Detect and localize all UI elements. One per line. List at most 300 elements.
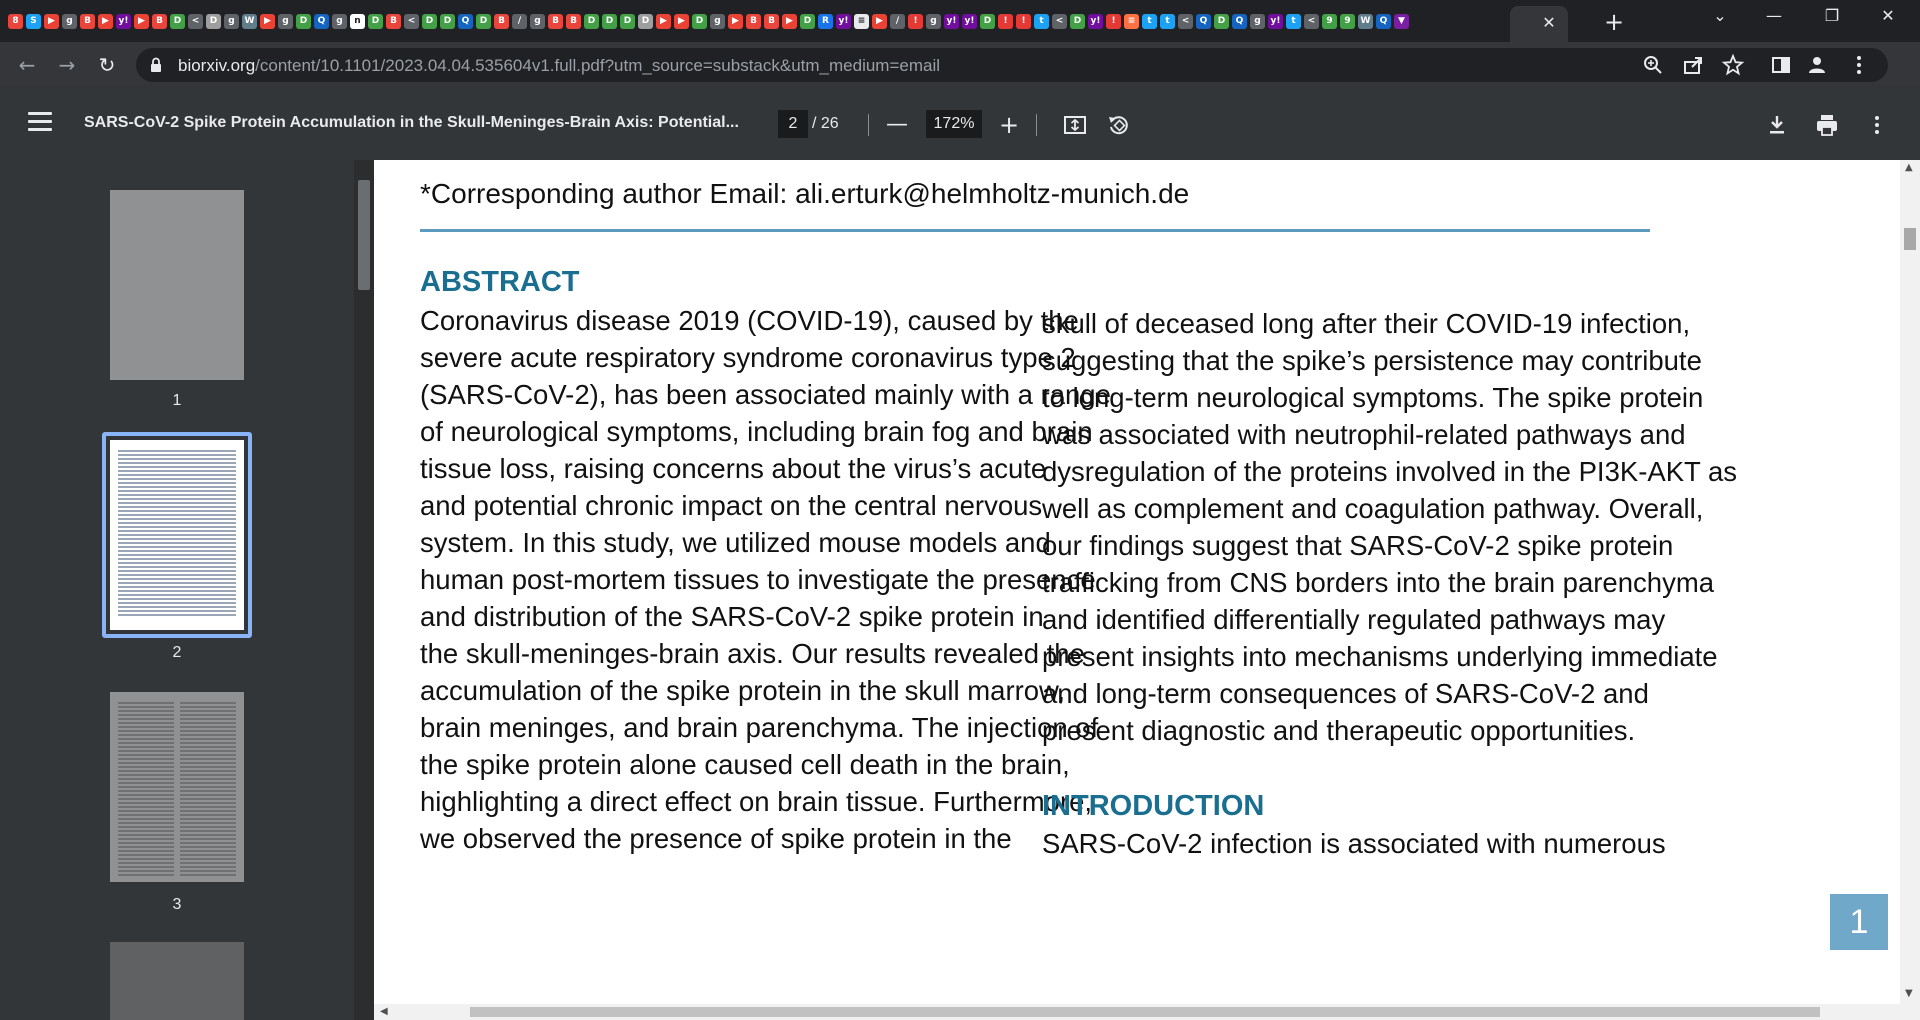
thumbnail-line (180, 822, 236, 824)
thumbnail-line (118, 470, 236, 472)
thumbnail-line (118, 742, 174, 744)
thumbnail-line (118, 558, 236, 560)
tab-favicon[interactable]: ▶ (260, 14, 275, 29)
thumbnail-line (118, 522, 236, 524)
tab-favicon[interactable]: g (278, 14, 293, 29)
tab-favicon[interactable]: 8 (8, 14, 23, 29)
thumbnail-line (118, 710, 174, 712)
thumbnail-line (118, 762, 174, 764)
tab-favicon[interactable]: ! (1106, 14, 1121, 29)
thumbnail-line (118, 838, 174, 840)
browser-toolbar (0, 42, 1920, 88)
text-line: human post-mortem tissues to investigate the presence (420, 564, 1096, 595)
close-window-button[interactable]: ✕ (1881, 6, 1895, 25)
tab-favicon[interactable]: 9 (1340, 14, 1355, 29)
thumbnail-line (118, 834, 174, 836)
thumbnail-line (118, 478, 236, 480)
thumbnail-line (118, 846, 174, 848)
tab-favicon[interactable]: y! (1268, 14, 1283, 29)
thumbnail-line (118, 578, 236, 580)
tab-favicon[interactable]: ▶ (134, 14, 149, 29)
thumbnail-line (118, 858, 174, 860)
thumbnail-line (118, 750, 174, 752)
text-line: Coronavirus disease 2019 (COVID-19), caused by the (420, 305, 1079, 336)
page-number-badge: 1 (1830, 894, 1888, 950)
tab-favicon[interactable]: / (512, 14, 527, 29)
thumbnail-page-2[interactable] (110, 440, 244, 630)
thumbnail-sidebar (0, 160, 354, 1020)
tab-favicon[interactable]: < (188, 14, 203, 29)
tab-favicon[interactable]: ! (998, 14, 1013, 29)
tab-favicon[interactable]: ▶ (98, 14, 113, 29)
text-line: suggesting that the spike’s persistence may contribute (1042, 345, 1702, 376)
tab-favicon[interactable]: B (746, 14, 761, 29)
tab-favicon[interactable]: < (1178, 14, 1193, 29)
tab-favicon[interactable]: / (890, 14, 905, 29)
tab-strip (0, 0, 1920, 42)
tab-favicon[interactable]: D (1214, 14, 1229, 29)
thumbnail-line (180, 758, 236, 760)
tab-favicon[interactable]: < (1304, 14, 1319, 29)
thumbnail-line (180, 778, 236, 780)
thumbnail-line (118, 842, 174, 844)
tab-favicon[interactable]: D (620, 14, 635, 29)
pdf-page (374, 160, 1900, 1020)
thumbnail-line (118, 490, 236, 492)
tab-favicon[interactable]: ▶ (728, 14, 743, 29)
thumbnail-line (180, 710, 236, 712)
header-rule (420, 229, 1650, 232)
tab-favicon[interactable]: t (1160, 14, 1175, 29)
thumbnail-line (118, 810, 174, 812)
tab-favicon[interactable]: g (62, 14, 77, 29)
text-line: the skull-meninges-brain axis. Our results revealed the (420, 638, 1085, 669)
horizontal-scroll-thumb[interactable] (470, 1007, 1820, 1017)
fit-to-page-icon[interactable] (1062, 112, 1088, 138)
tab-favicon[interactable]: ▶ (44, 14, 59, 29)
tab-favicon[interactable]: D (422, 14, 437, 29)
text-line: (SARS-CoV-2), has been associated mainly with a range (420, 379, 1111, 410)
thumbnail-line (118, 526, 236, 528)
tab-favicon[interactable]: D (476, 14, 491, 29)
thumbnail-line (118, 854, 174, 856)
text-line: well as complement and coagulation pathway. Overall, (1042, 493, 1704, 524)
tab-favicon[interactable]: D (440, 14, 455, 29)
tab-favicon[interactable]: g (530, 14, 545, 29)
tab-favicon[interactable]: < (404, 14, 419, 29)
thumbnail-line (180, 834, 236, 836)
thumbnail-line (118, 494, 236, 496)
thumbnail-line (118, 614, 236, 616)
tab-favicon[interactable]: ▶ (656, 14, 671, 29)
thumbnail-line (118, 562, 236, 564)
thumbnail-line (118, 510, 236, 512)
tab-favicon[interactable]: g (710, 14, 725, 29)
thumbnail-line (180, 754, 236, 756)
forward-button[interactable]: → (58, 53, 76, 77)
thumbnail-line (118, 746, 174, 748)
tab-favicon[interactable]: ! (908, 14, 923, 29)
text-line: to long-term neurological symptoms. The spike protein (1042, 382, 1704, 413)
tab-favicon[interactable]: ▶ (674, 14, 689, 29)
document-viewport (374, 160, 1900, 1004)
menu-icon[interactable] (28, 112, 52, 134)
thumbnail-line (118, 790, 174, 792)
tab-favicon[interactable]: Q (458, 14, 473, 29)
tab-favicon[interactable]: D (206, 14, 221, 29)
profile-icon[interactable] (1806, 54, 1828, 76)
thumbnail-line (118, 702, 174, 704)
thumbnail-line (180, 794, 236, 796)
introduction-text (1042, 825, 1666, 862)
share-icon[interactable] (1682, 54, 1704, 76)
thumbnail-line (118, 538, 236, 540)
thumbnail-line (118, 818, 174, 820)
thumbnail-line (180, 782, 236, 784)
text-line: SARS-CoV-2 infection is associated with numerous (1042, 828, 1666, 859)
tab-favicon[interactable]: 9 (1322, 14, 1337, 29)
thumbnail-line (118, 566, 236, 568)
text-line: dysregulation of the proteins involved in the PI3K-AKT as (1042, 456, 1738, 487)
text-line: our findings suggest that SARS-CoV-2 spike protein (1042, 530, 1674, 561)
thumbnail-line (118, 794, 174, 796)
thumbnail-line (180, 726, 236, 728)
text-line: and identified differentially regulated pathways may (1042, 604, 1666, 635)
text-line: of neurological symptoms, including brain fog and brain (420, 416, 1093, 447)
thumbnail-line (118, 850, 174, 852)
thumbnail-label: 3 (172, 896, 182, 913)
thumbnail-line (118, 590, 236, 592)
thumbnail-line (118, 506, 236, 508)
thumbnail-page-1[interactable] (110, 190, 244, 380)
thumbnail-line (118, 546, 236, 548)
text-line: system. In this study, we utilized mouse models and (420, 527, 1051, 558)
thumbnail-line (180, 742, 236, 744)
introduction-heading: INTRODUCTION (1042, 790, 1265, 822)
tab-favicon[interactable]: Q (1196, 14, 1211, 29)
url-path: /content/10.1101/2023.04.04.535604v1.full.pdf?utm_source=substack&utm_medium=email (255, 56, 941, 75)
download-icon[interactable] (1764, 112, 1790, 138)
tab-favicon[interactable]: g (926, 14, 941, 29)
thumbnail-line (118, 806, 174, 808)
thumbnail-line (180, 702, 236, 704)
lock-icon[interactable] (150, 57, 162, 73)
minimize-button[interactable]: — (1766, 6, 1782, 25)
tab-favicon[interactable]: ▶ (872, 14, 887, 29)
tab-favicon[interactable]: t (1286, 14, 1301, 29)
thumbnail-line (118, 870, 174, 872)
back-button[interactable]: ← (18, 53, 36, 77)
thumbnail-line (180, 870, 236, 872)
tab-favicon[interactable]: B (80, 14, 95, 29)
tab-favicon[interactable]: ▼ (1394, 14, 1409, 29)
tab-favicon[interactable]: D (800, 14, 815, 29)
text-line: present diagnostic and therapeutic opportunities. (1042, 715, 1636, 746)
thumbnail-line (118, 502, 236, 504)
thumbnail-line (180, 750, 236, 752)
thumbnail-line (180, 854, 236, 856)
scroll-up-icon[interactable]: ▲ (1905, 162, 1913, 173)
thumbnail-line (180, 846, 236, 848)
thumbnail-line (118, 498, 236, 500)
thumbnail-line (180, 706, 236, 708)
thumbnail-line (118, 734, 174, 736)
thumbnail-line (118, 542, 236, 544)
thumbnail-line (180, 766, 236, 768)
tab-favicon[interactable]: S (26, 14, 41, 29)
tab-favicon[interactable]: ≡ (1124, 14, 1139, 29)
thumbnail-line (118, 466, 236, 468)
thumbnail-line (180, 806, 236, 808)
thumbnail-page-4[interactable] (110, 942, 244, 1020)
thumbnail-line (118, 554, 236, 556)
restore-button[interactable]: ❐ (1824, 6, 1840, 25)
tab-favicon[interactable]: Q (1232, 14, 1247, 29)
vertical-scroll-thumb[interactable] (1904, 228, 1916, 250)
tab-favicon[interactable]: D (584, 14, 599, 29)
thumbnail-line (118, 754, 174, 756)
thumbnail-line (118, 550, 236, 552)
side-panel-icon[interactable] (1770, 54, 1792, 76)
tab-favicon[interactable]: y! (116, 14, 131, 29)
text-line: present insights into mechanisms underlying immediate (1042, 641, 1718, 672)
thumbnail-line (180, 722, 236, 724)
thumbnail-line (180, 746, 236, 748)
thumbnail-line (118, 826, 174, 828)
text-line: and long-term consequences of SARS-CoV-2 and (1042, 678, 1649, 709)
address-bar[interactable] (136, 48, 1888, 82)
pdf-more-icon[interactable] (1864, 112, 1890, 138)
tab-favicon[interactable]: y! (962, 14, 977, 29)
thumbnail-line (180, 818, 236, 820)
thumbnail-line (180, 774, 236, 776)
thumbnail-line (180, 730, 236, 732)
thumbnail-line (180, 802, 236, 804)
tab-favicon[interactable]: R (818, 14, 833, 29)
thumbnail-line (180, 786, 236, 788)
tab-favicon[interactable]: D (638, 14, 653, 29)
thumbnail-line (180, 842, 236, 844)
tab-favicons (8, 8, 1528, 34)
thumbnail-line (180, 762, 236, 764)
thumbnail-line (118, 582, 236, 584)
thumbnail-line (118, 770, 174, 772)
text-line: severe acute respiratory syndrome coronavirus type 2 (420, 342, 1076, 373)
thumbnail-line (180, 826, 236, 828)
tab-favicon[interactable]: D (602, 14, 617, 29)
zoom-out-button[interactable]: — (886, 112, 908, 137)
thumbnail-line (180, 770, 236, 772)
tab-favicon[interactable]: Q (314, 14, 329, 29)
tab-favicon[interactable]: y! (1088, 14, 1103, 29)
page-number-input[interactable]: 2 (778, 110, 808, 138)
thumbnail-line (118, 866, 174, 868)
thumbnail-line (118, 758, 174, 760)
thumbnail-line (180, 738, 236, 740)
text-line: we observed the presence of spike protein in the (420, 823, 1012, 854)
tab-favicon[interactable]: B (548, 14, 563, 29)
document-title: SARS-CoV-2 Spike Protein Accumulation in the Skull-Meninges-Brain Axis: Potential... (84, 114, 739, 131)
tab-favicon[interactable]: W (242, 14, 257, 29)
thumbnail-line (180, 862, 236, 864)
thumbnail-line (118, 594, 236, 596)
thumbnail-line (118, 518, 236, 520)
thumbnail-line (118, 766, 174, 768)
tab-favicon[interactable]: B (566, 14, 581, 29)
url-text[interactable] (178, 56, 940, 76)
thumbnail-line (118, 610, 236, 612)
tab-favicon[interactable]: ! (1016, 14, 1031, 29)
print-icon[interactable] (1814, 112, 1840, 138)
thumbnail-line (180, 858, 236, 860)
thumbnail-line (118, 602, 236, 604)
thumbnail-line (118, 574, 236, 576)
thumbnail-line (180, 734, 236, 736)
thumbnail-line (180, 718, 236, 720)
thumbnail-line (180, 798, 236, 800)
text-line: trafficking from CNS borders into the brain parenchyma (1042, 567, 1715, 598)
thumbnail-line (118, 586, 236, 588)
thumbnail-line (118, 730, 174, 732)
thumbnail-page-3[interactable] (110, 692, 244, 882)
thumbnail-line (180, 850, 236, 852)
thumbnail-line (118, 458, 236, 460)
thumbnail-line (118, 726, 174, 728)
thumbnail-line (118, 774, 174, 776)
tab-favicon[interactable]: g (1250, 14, 1265, 29)
rotate-icon[interactable] (1106, 112, 1132, 138)
zoom-icon[interactable] (1642, 54, 1664, 76)
tab-favicon[interactable]: t (1034, 14, 1049, 29)
tab-favicon[interactable]: D (296, 14, 311, 29)
thumbnail-line (180, 714, 236, 716)
thumbnail-line (180, 874, 236, 876)
tab-favicon[interactable]: B (152, 14, 167, 29)
thumbnail-line (118, 482, 236, 484)
thumbnail-line (118, 530, 236, 532)
thumbnail-line (118, 718, 174, 720)
pdf-toolbar (0, 88, 1920, 160)
tab-favicon[interactable]: B (494, 14, 509, 29)
thumbnail-line (118, 462, 236, 464)
thumbnail-line (180, 838, 236, 840)
zoom-input[interactable]: 172% (926, 110, 982, 138)
kebab-menu-icon[interactable] (1848, 54, 1870, 76)
horizontal-scrollbar[interactable] (374, 1004, 1920, 1020)
thumbnail-line (118, 830, 174, 832)
text-line: accumulation of the spike protein in the skull marrow, (420, 675, 1066, 706)
tab-favicon[interactable]: y! (944, 14, 959, 29)
thumbnail-line (118, 714, 174, 716)
text-line: the spike protein alone caused cell death in the brain, (420, 749, 1070, 780)
star-icon[interactable] (1722, 54, 1744, 76)
vertical-scrollbar[interactable] (1900, 160, 1920, 1004)
thumbnail-label: 2 (172, 644, 182, 661)
text-line: highlighting a direct effect on brain tissue. Furthermore, (420, 786, 1093, 817)
tab-favicon[interactable]: g (224, 14, 239, 29)
page-total: / 26 (812, 115, 839, 132)
tab-favicon[interactable]: ▶ (782, 14, 797, 29)
thumbnail-line (180, 814, 236, 816)
thumbnail-line (180, 866, 236, 868)
text-line: and distribution of the SARS-CoV-2 spike protein in (420, 601, 1044, 632)
thumbnail-line (118, 778, 174, 780)
tab-favicon[interactable]: D (170, 14, 185, 29)
toolbar-divider (1036, 114, 1037, 136)
corresponding-author: *Corresponding author Email: ali.erturk@helmholtz-munich.de (420, 178, 1190, 209)
new-tab-button[interactable]: + (1603, 8, 1625, 36)
url-host: biorxiv.org (178, 56, 256, 75)
thumbnail-line (180, 790, 236, 792)
thumbnail-line (118, 814, 174, 816)
text-line: tissue loss, raising concerns about the virus’s acute (420, 453, 1047, 484)
thumbnail-line (118, 738, 174, 740)
thumbnail-line (118, 454, 236, 456)
thumbnail-line (118, 486, 236, 488)
text-line: skull of deceased long after their COVID-19 infection, (1042, 308, 1691, 339)
text-line: brain meninges, and brain parenchyma. The injection of (420, 712, 1099, 743)
text-line: was associated with neutrophil-related pathways and (1042, 419, 1686, 450)
thumbnail-line (118, 722, 174, 724)
thumbnail-line (180, 810, 236, 812)
close-tab-icon[interactable]: ✕ (1542, 13, 1556, 32)
tab-favicon[interactable]: B (386, 14, 401, 29)
zoom-in-button[interactable]: + (998, 111, 1020, 139)
thumbnail-line (180, 830, 236, 832)
thumbnail-line (118, 534, 236, 536)
text-line: and potential chronic impact on the central nervous (420, 490, 1043, 521)
abstract-heading: ABSTRACT (420, 266, 580, 298)
sidebar-scroll-thumb[interactable] (358, 180, 370, 290)
tab-favicon[interactable]: < (1052, 14, 1067, 29)
tab-favicon[interactable]: n (350, 14, 365, 29)
tab-favicon[interactable]: W (1358, 14, 1373, 29)
tab-favicon[interactable]: Q (1376, 14, 1391, 29)
tab-favicon[interactable]: D (692, 14, 707, 29)
scroll-left-icon[interactable]: ◀ (380, 1006, 388, 1017)
tab-favicon[interactable]: D (368, 14, 383, 29)
thumbnail-line (118, 782, 174, 784)
reload-button[interactable]: ↻ (98, 53, 116, 77)
tab-favicon[interactable]: ≡ (854, 14, 869, 29)
tab-search-icon[interactable]: ⌄ (1713, 6, 1727, 25)
thumbnail-line (118, 570, 236, 572)
thumbnail-line (118, 598, 236, 600)
sidebar-scrollbar[interactable] (354, 160, 374, 1020)
abstract-right-column (1042, 305, 1738, 749)
thumbnail-line (118, 822, 174, 824)
thumbnail-line (118, 874, 174, 876)
thumbnail-line (118, 450, 236, 452)
thumbnail-line (118, 606, 236, 608)
tab-favicon[interactable]: y! (836, 14, 851, 29)
abstract-left-column (420, 302, 1111, 857)
toolbar-divider (868, 114, 869, 136)
thumbnail-line (118, 514, 236, 516)
thumbnail-line (118, 786, 174, 788)
thumbnail-line (118, 802, 174, 804)
tab-favicon[interactable]: D (980, 14, 995, 29)
thumbnail-line (118, 798, 174, 800)
thumbnail-label: 1 (172, 392, 182, 409)
thumbnail-line (118, 706, 174, 708)
tab-favicon[interactable]: t (1142, 14, 1157, 29)
scroll-down-icon[interactable]: ▼ (1905, 988, 1913, 999)
tab-favicon[interactable]: g (332, 14, 347, 29)
tab-favicon[interactable]: D (1070, 14, 1085, 29)
tab-favicon[interactable]: B (764, 14, 779, 29)
thumbnail-line (118, 862, 174, 864)
